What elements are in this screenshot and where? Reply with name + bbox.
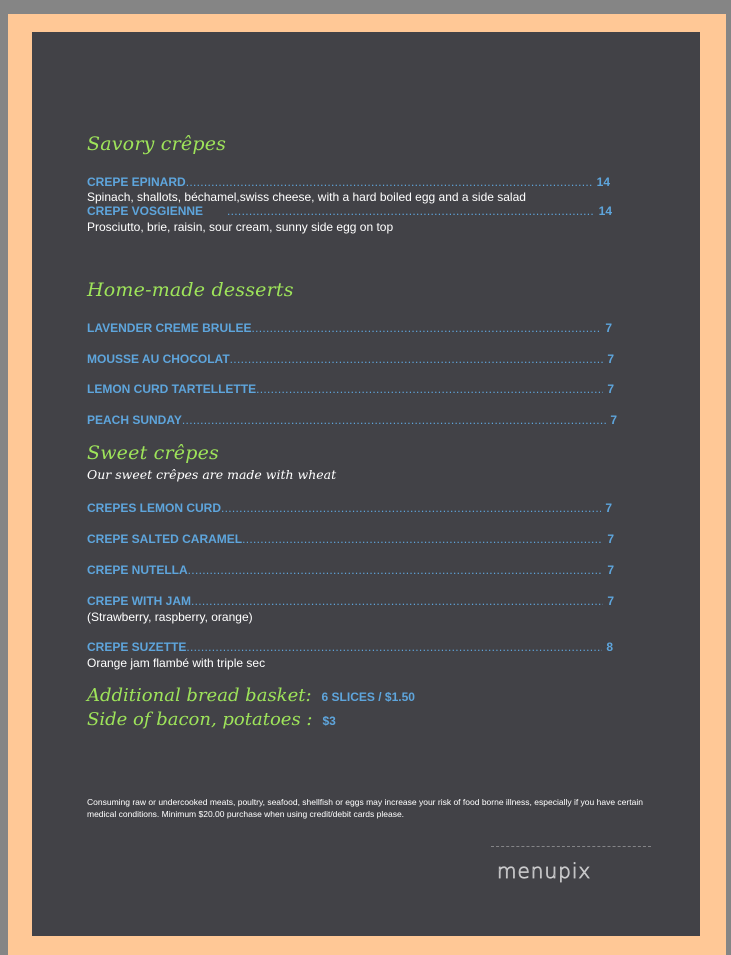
item-name: CREPE EPINARD [87,175,186,189]
extra-price: 6 SLICES / $1.50 [321,690,415,704]
sweet-crepes-heading: Sweet crêpes [87,442,219,464]
menu-item-peach-sunday [87,413,617,429]
item-name: LAVENDER CREME BRULEE [87,321,252,335]
menu-item-mousse-au-chocolat [87,352,614,368]
item-price: 7 [607,594,614,608]
menu-item-crepe-nutella [87,563,614,579]
item-description: Prosciutto, brie, raisin, sour cream, sunny side egg on top [87,220,394,234]
item-description: Orange jam flambé with triple sec [87,656,266,670]
extra-side-bacon-potatoes [87,709,336,730]
item-name: CREPE SALTED CARAMEL [87,532,243,546]
item-name: LEMON CURD TARTELLETTE [87,382,257,396]
item-name: CREPE SUZETTE [87,640,187,654]
item-price: 7 [607,382,614,396]
item-price: 8 [606,640,613,654]
item-price: 7 [607,532,614,546]
menu-item-lemon-curd-tartellette [87,382,614,398]
dot-leader [182,413,606,427]
item-description: Spinach, shallots, béchamel,swiss cheese, with a hard boiled egg and a side salad [87,190,526,204]
item-price: 7 [607,352,614,366]
dot-leader [186,640,602,654]
extra-label: Additional bread basket: [87,685,312,706]
watermark-logo-text: menupix [497,859,592,883]
dot-leader [230,352,604,366]
item-price: 14 [598,204,612,218]
item-name: CREPE NUTELLA [87,563,188,577]
item-name: CREPES LEMON CURD [87,501,222,515]
menupix-watermark [491,846,651,903]
dot-leader [191,594,603,608]
desserts-heading: Home-made desserts [87,279,294,301]
extra-price: $3 [322,714,336,728]
food-safety-disclaimer: Consuming raw or undercooked meats, poultry, seafood, shellfish or eggs may increase your risk of food borne illness, especially if you have certain medical conditions. Minimum $20.00 purchase when using credit/debit cards please. [87,797,643,819]
dot-leader [256,382,603,396]
extra-label: Side of bacon, potatoes : [87,709,313,730]
item-price: 14 [596,175,610,189]
menu-item-crepe-vosgienne [87,204,612,220]
item-price: 7 [607,563,614,577]
item-price: 7 [610,413,617,427]
menu-item-lavender-creme-brulee [87,321,612,337]
menu-item-crepes-lemon-curd [87,501,612,517]
item-description: (Strawberry, raspberry, orange) [87,610,253,624]
dot-leader [242,532,603,546]
item-price: 7 [605,321,612,335]
menu-item-crepe-salted-caramel [87,532,614,548]
menu-item-crepe-with-jam [87,594,614,610]
item-name: PEACH SUNDAY [87,413,182,427]
sweet-crepes-note: Our sweet crêpes are made with wheat [87,467,337,482]
menu-item-crepe-epinard [87,175,610,191]
dot-leader [188,563,604,577]
item-name: MOUSSE AU CHOCOLAT [87,352,230,366]
item-price: 7 [605,501,612,515]
dot-leader [186,175,593,189]
dot-leader [251,321,601,335]
savory-crepes-heading: Savory crêpes [87,133,227,155]
item-name: CREPE VOSGIENNE [87,204,204,218]
dot-leader [221,501,601,515]
item-name: CREPE WITH JAM [87,594,192,608]
extra-bread-basket [87,685,415,706]
dot-leader [227,204,595,218]
menu-item-crepe-suzette [87,640,613,656]
